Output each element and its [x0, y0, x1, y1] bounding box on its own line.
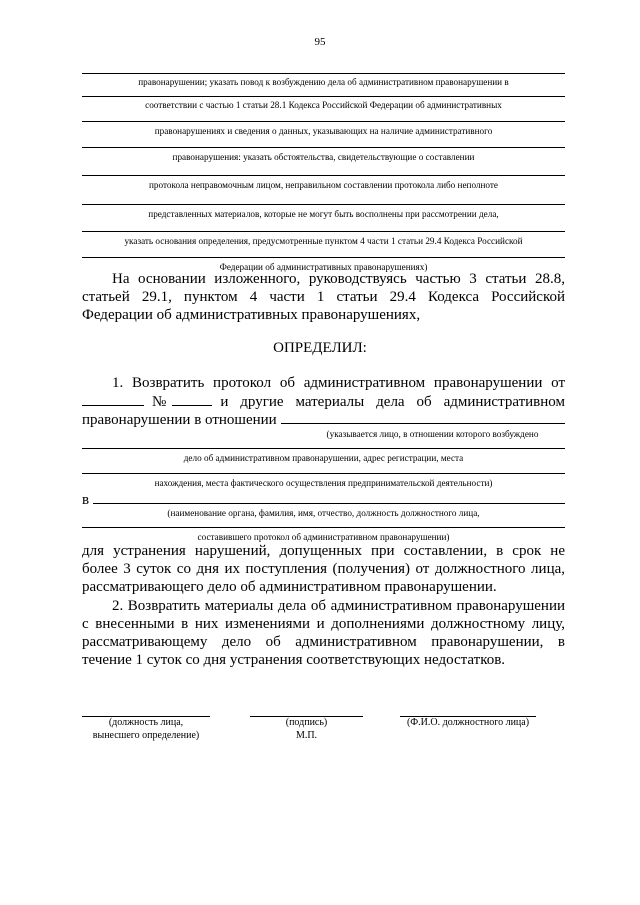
rule-line — [82, 73, 565, 74]
item2-line: с внесенными в них изменениями и дополнениями должностному лицу, — [82, 616, 565, 632]
position-caption-line: (должность лица, — [108, 717, 184, 728]
rule-line — [82, 257, 565, 258]
item1-line: рассматривающего дело об административном правонарушении. — [82, 579, 497, 595]
item1-date-number-row — [82, 392, 565, 411]
basis-line: На основании изложенного, руководствуясь частью 3 статьи 28.8, — [112, 271, 565, 287]
decision-heading: ОПРЕДЕЛИЛ: — [273, 340, 367, 356]
rule-line — [82, 175, 565, 176]
form-caption-line: указать основания определения, предусмотренные пунктом 4 части 1 статьи 29.4 Кодекса Российской — [124, 236, 523, 246]
number-sign: № — [152, 394, 167, 410]
item1-line: более 3 суток со дня их поступления (получения) от должностного лица, — [82, 561, 565, 577]
item2-line: 2. Возвратить материалы дела об административном правонарушении — [112, 598, 565, 614]
organ-blank[interactable] — [93, 490, 565, 504]
position-caption-line: вынесшего определение) — [92, 730, 200, 741]
form-hint: нахождения, места фактического осуществления предпринимательской деятельности) — [154, 478, 493, 488]
rule-line — [82, 527, 565, 528]
form-hint: (наименование органа, фамилия, имя, отчество, должность должностного лица, — [167, 508, 480, 518]
rule-line — [82, 231, 565, 232]
item1-line: 1. Возвратить протокол об административном правонарушении от — [112, 375, 565, 391]
page-number: 95 — [314, 36, 326, 48]
stamp-caption: М.П. — [295, 730, 318, 741]
item2-line: рассматривающему дело об административном правонарушении, в — [82, 634, 565, 650]
rule-line — [82, 147, 565, 148]
number-blank[interactable] — [172, 392, 212, 406]
form-caption-line: правонарушении; указать повод к возбуждению дела об административном правонарушении в — [138, 77, 509, 87]
item1-line: правонарушении в отношении — [82, 412, 277, 428]
signature-caption-line: (подпись) — [285, 717, 328, 728]
form-caption-line: Федерации об административных правонарушениях) — [219, 262, 428, 272]
rule-line — [82, 448, 565, 449]
basis-line: статьей 29.1, пунктом 4 части 1 статьи 29.4 Кодекса Российской — [82, 289, 565, 305]
rule-line — [82, 204, 565, 205]
form-caption-line: протокола неправомочным лицом, неправильном составлении протокола либо неполноте — [149, 180, 498, 190]
form-hint: дело об административном правонарушении, адрес регистрации, места — [183, 453, 464, 463]
form-caption-line: соответствии с частью 1 статьи 28.1 Кодекса Российской Федерации об административных — [145, 100, 502, 110]
form-caption-line: представленных материалов, которые не могут быть восполнены при рассмотрении дела, — [148, 209, 499, 219]
item2-line: течение 1 суток со дня устранения соответствующих недостатков. — [82, 652, 506, 668]
item1-respect-row — [82, 410, 565, 429]
position-caption — [72, 716, 220, 742]
in-prefix: в — [82, 492, 90, 508]
name-caption: (Ф.И.О. должностного лица) — [406, 717, 530, 728]
item1-line: для устранения нарушений, допущенных при составлении, в срок не — [82, 543, 565, 559]
signature-caption — [250, 716, 363, 742]
basis-line: Федерации об административных правонарушениях, — [82, 307, 421, 323]
person-blank[interactable] — [281, 410, 565, 424]
form-hint: составившего протокол об административном правонарушении) — [197, 532, 450, 542]
form-caption-line: правонарушения: указать обстоятельства, свидетельствующие о составлении — [172, 152, 475, 162]
rule-line — [82, 473, 565, 474]
form-caption-line: правонарушениях и сведения о данных, указывающих на наличие административного — [154, 126, 493, 136]
date-blank[interactable] — [82, 392, 144, 406]
item1-organ-row — [82, 490, 565, 509]
form-hint: (указывается лицо, в отношении которого возбуждено — [326, 429, 539, 439]
rule-line — [82, 121, 565, 122]
item1-line-tail: и другие материалы дела об административном — [220, 394, 565, 410]
rule-line — [82, 96, 565, 97]
